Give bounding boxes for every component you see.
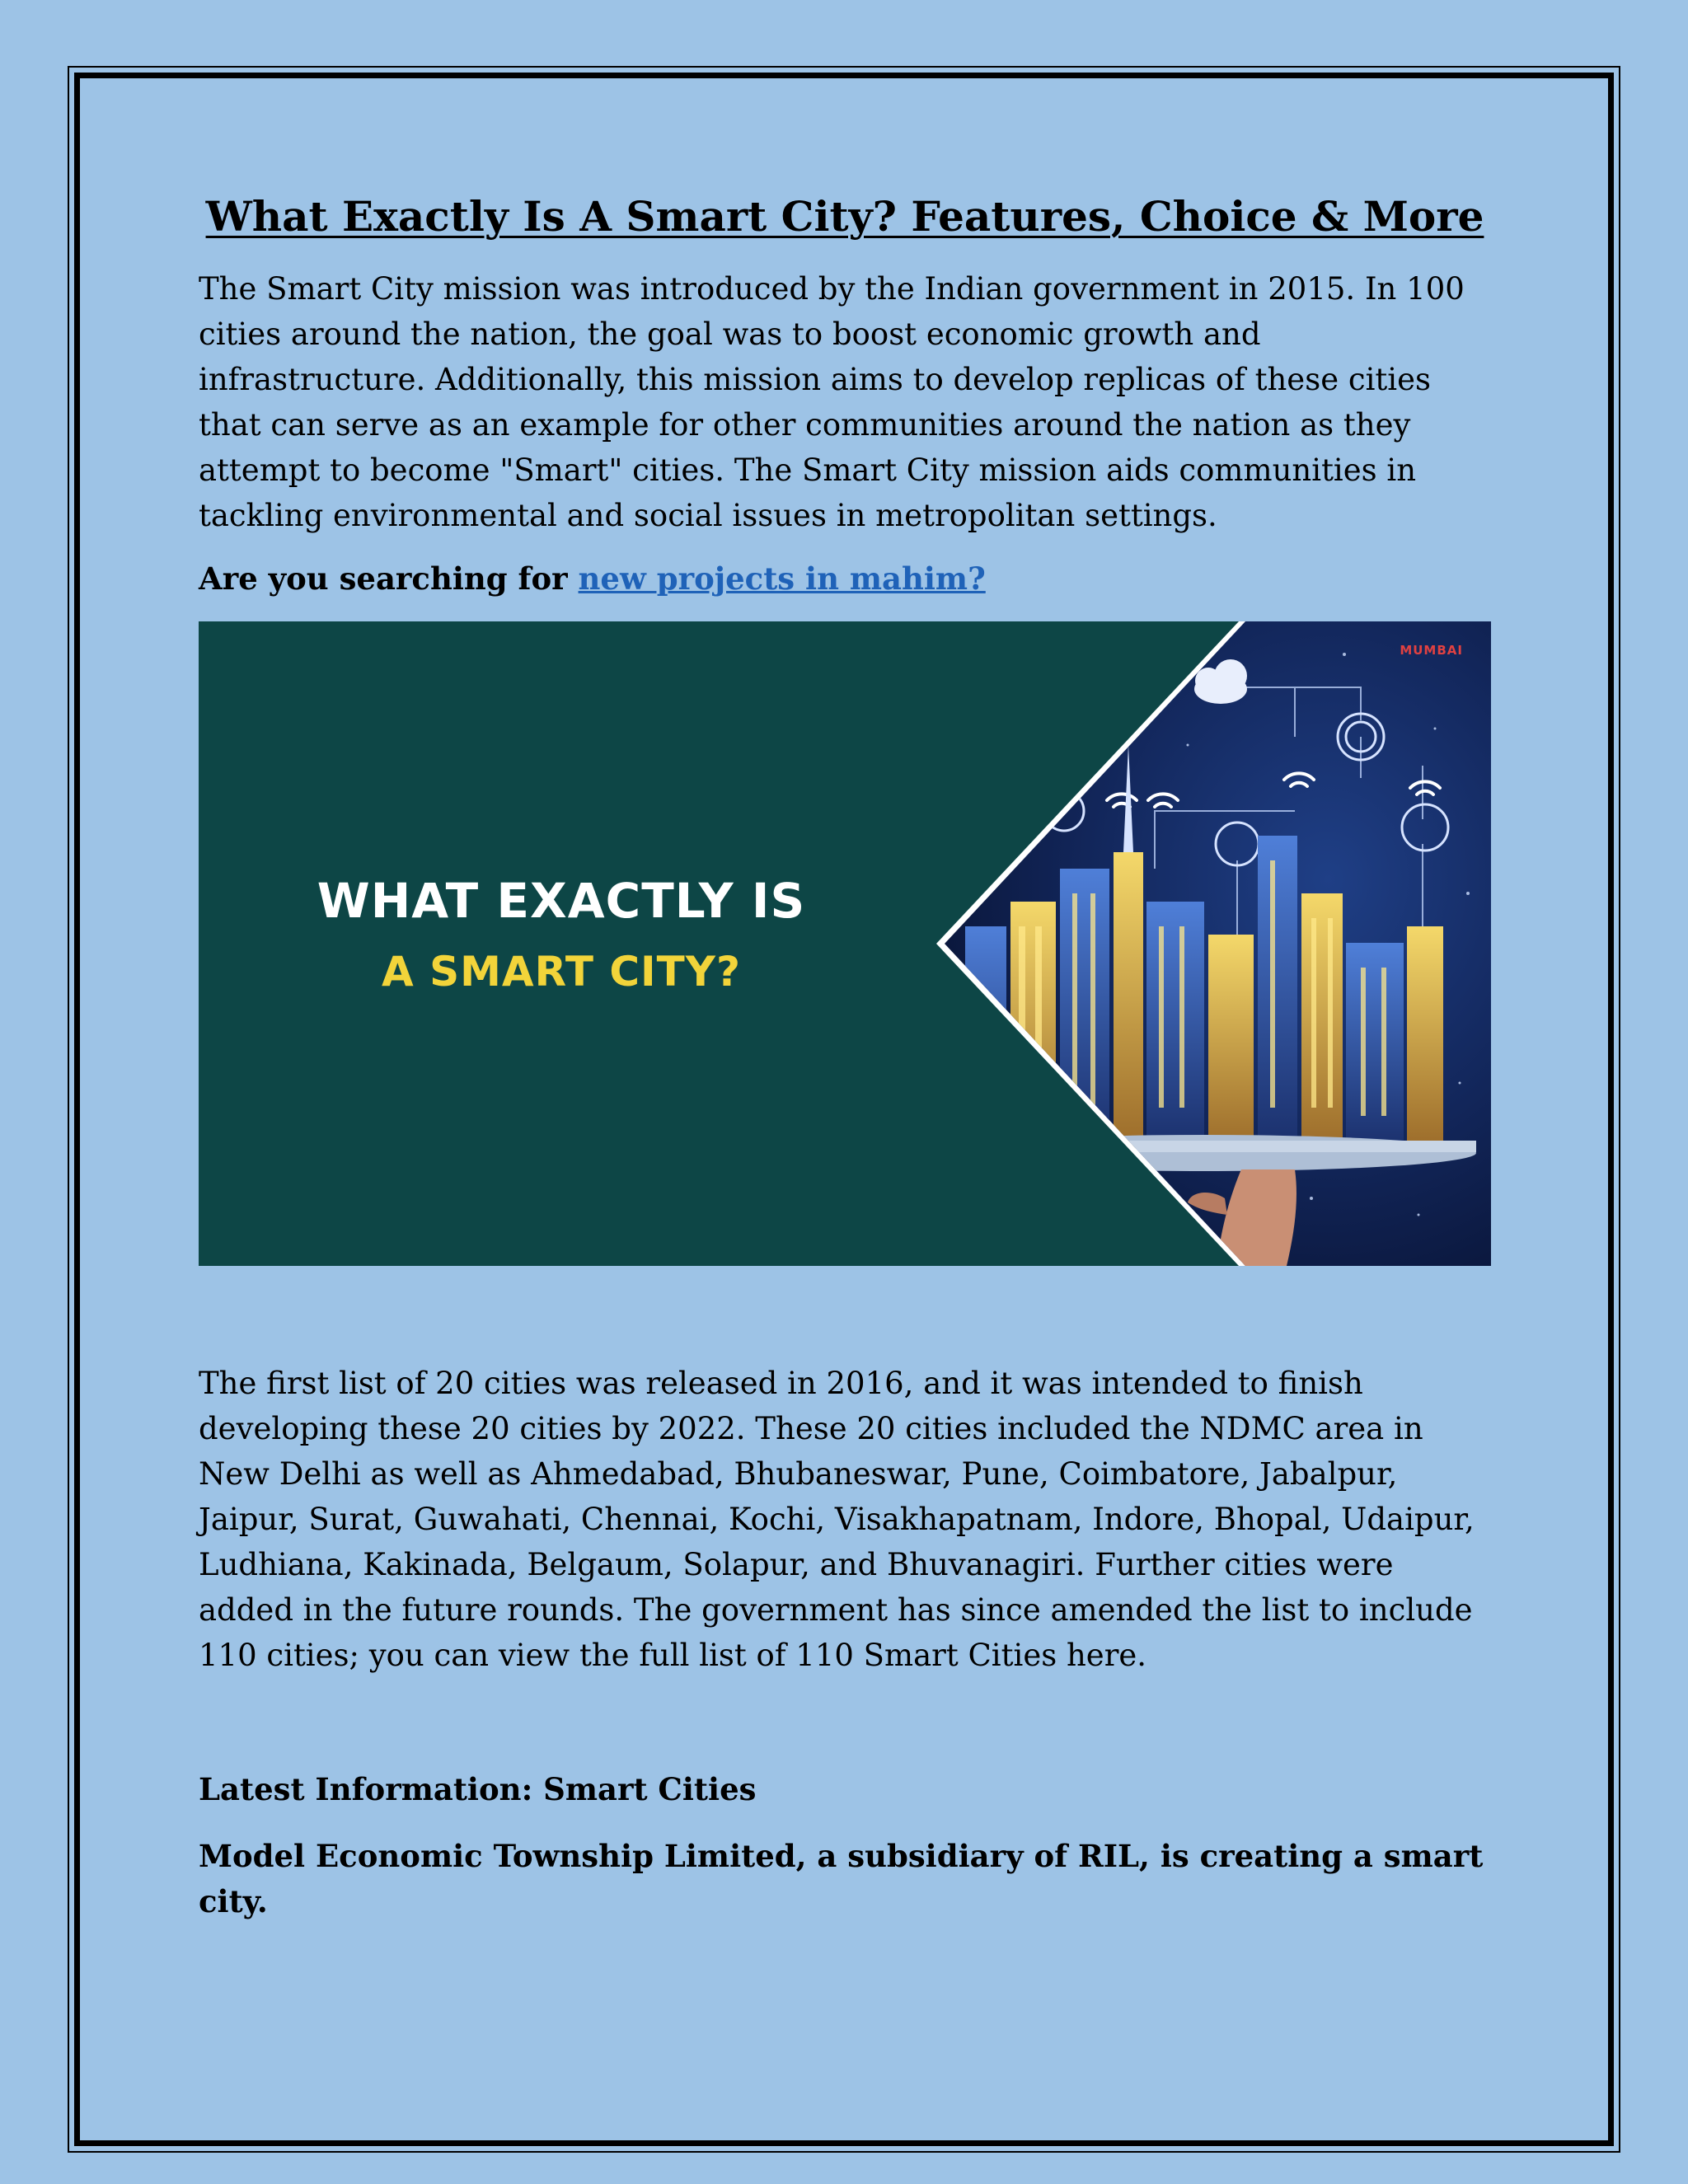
page-title: What Exactly Is A Smart City? Features, Choice & More — [205, 192, 1484, 241]
question-prefix: Are you searching for — [199, 560, 579, 597]
smart-city-illustration — [199, 621, 1491, 1266]
model-township-heading: Model Economic Township Limited, a subsidiary of RIL, is creating a smart city. — [199, 1838, 1484, 1919]
banner-title-line2: A SMART CITY? — [382, 948, 741, 996]
smart-city-banner-image — [199, 621, 1491, 1266]
new-projects-link[interactable]: new projects in mahim? — [578, 560, 986, 597]
banner-logo-tag: MUMBAI — [1400, 643, 1463, 658]
intro-paragraph: The Smart City mission was introduced by the Indian government in 2015. In 100 cities around the nation, the goal was to boost economic growth and infrastructure. Additionally, this mission aims to develop replicas of these cities that can serve as an example for other communities around the nation as they attempt to become "Smart" cities. The Smart City mission aids communities in tackling environmental and social issues in metropolitan settings. — [199, 271, 1465, 533]
second-paragraph: The first list of 20 cities was released in 2016, and it was intended to finish developing these 20 cities by 2022. These 20 cities included the NDMC area in New Delhi as well as Ahmedabad, Bhubaneswar, Pune, Coimbatore, Jabalpur, Jaipur, Surat, Guwahati, Chennai, Kochi, Visakhapatnam, Indore, Bhopal, Udaipur, Ludhiana, Kakinada, Belgaum, Solapur, and Bhuvanagiri. Further cities were added in the future rounds. The government has since amended the list to include 110 cities; you can view the full list of 110 Smart Cities here. — [199, 1366, 1475, 1673]
latest-info-heading: Latest Information: Smart Cities — [199, 1771, 757, 1807]
document-content — [199, 190, 1491, 1924]
question-line — [199, 556, 1491, 602]
banner-title-line1: WHAT EXACTLY IS — [316, 873, 806, 929]
